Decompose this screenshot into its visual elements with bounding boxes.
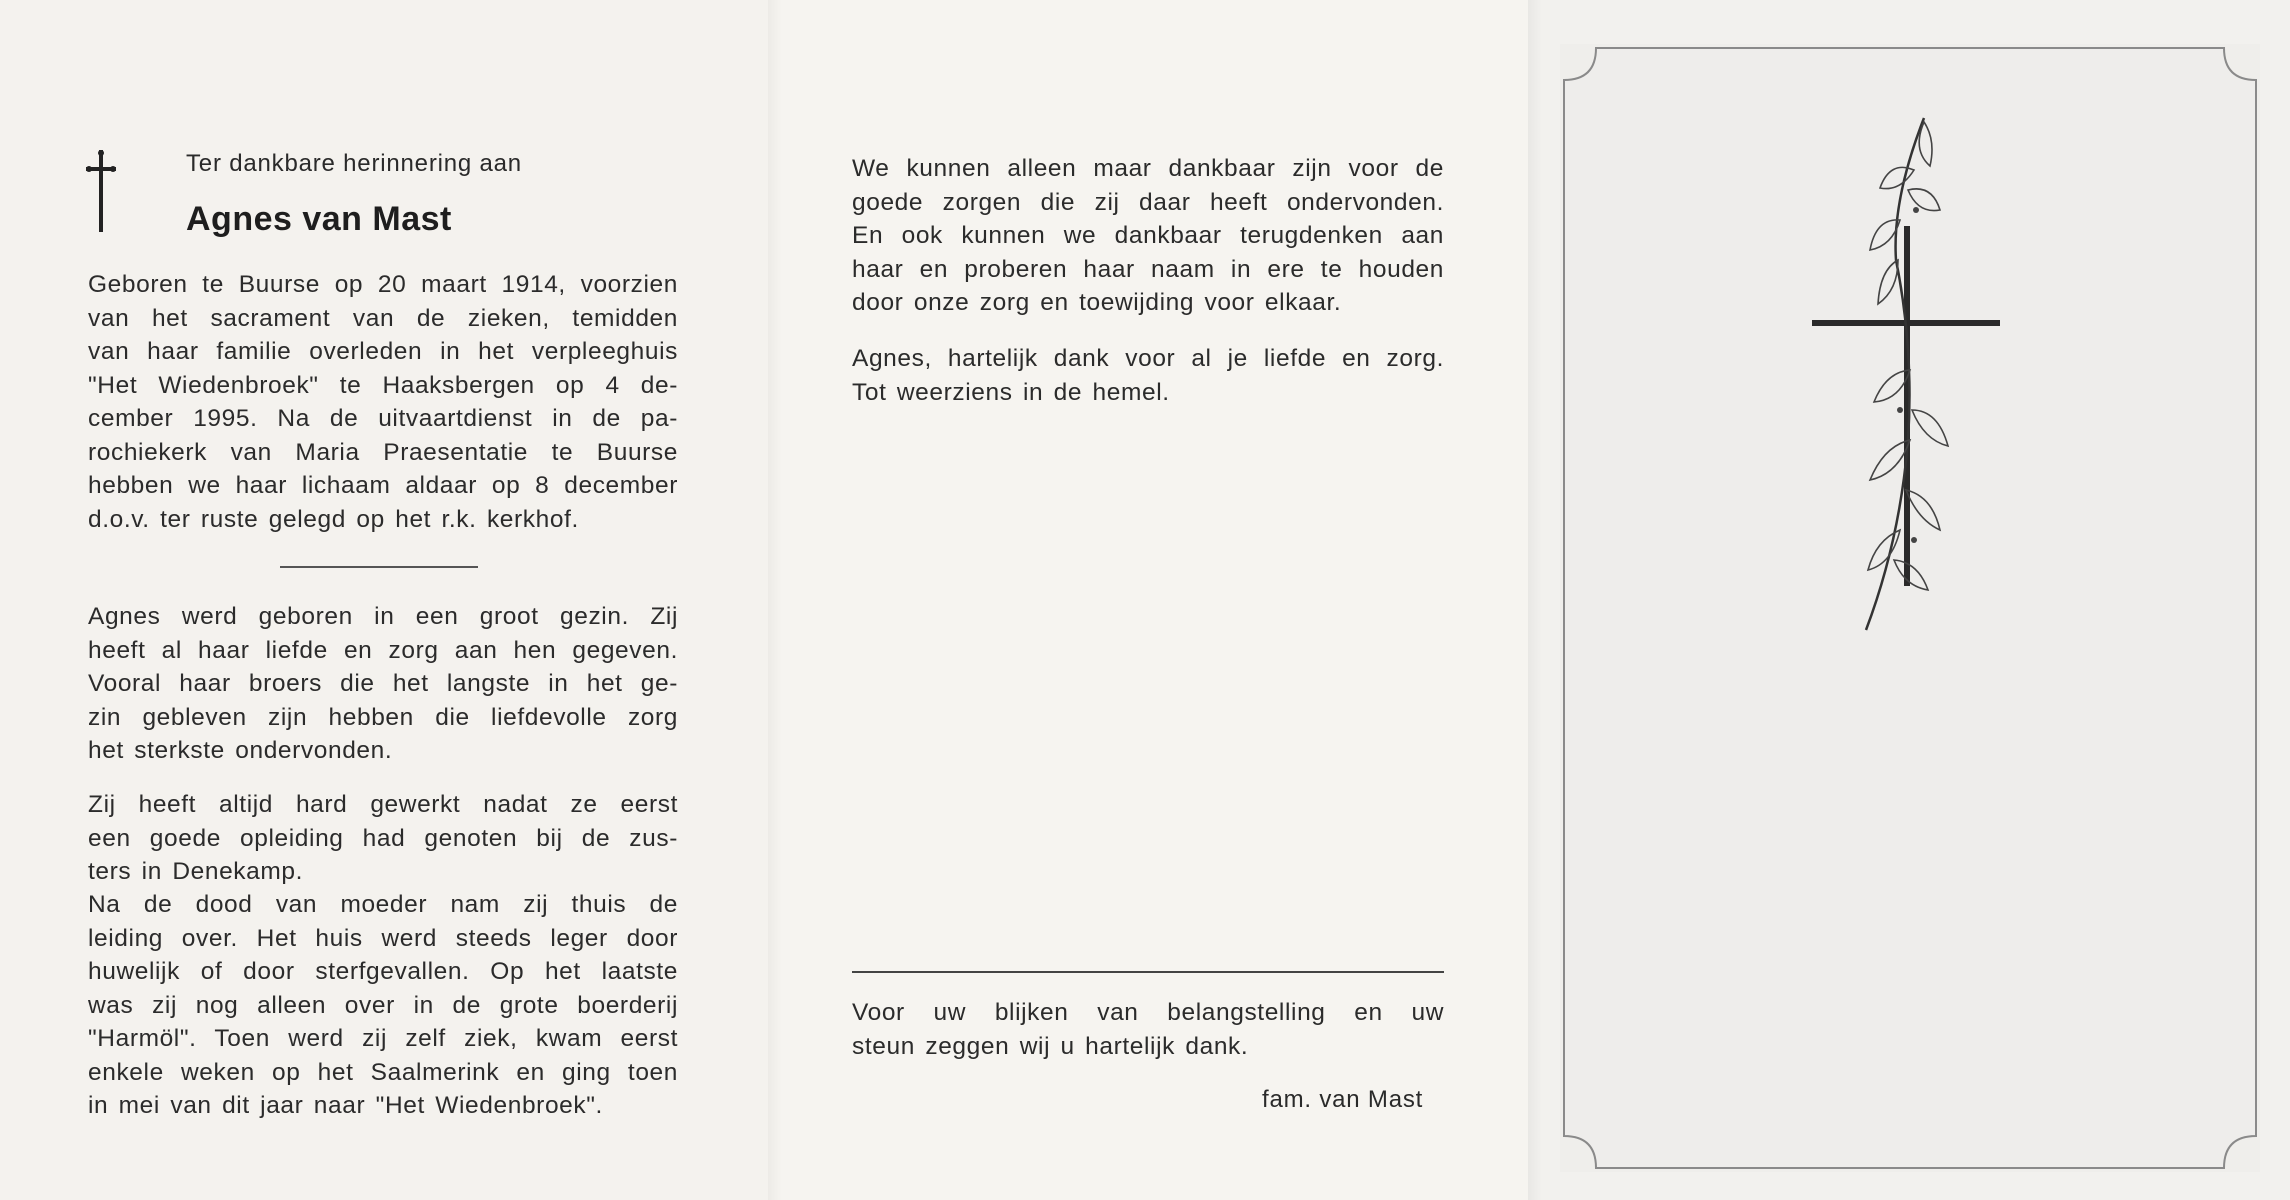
deceased-name: Agnes van Mast	[186, 200, 452, 238]
text-line: goede zorgen die zij daar heeft ondervonden.	[852, 188, 1444, 216]
text-line: Agnes, hartelijk dank voor al je liefde en zorg.	[852, 345, 1444, 372]
text-line: van haar familie overleden in het verpleeghuis	[88, 338, 678, 365]
fold-shadow	[1528, 0, 1542, 1200]
text-line: En ook kunnen we dankbaar terugdenken aan	[852, 222, 1444, 249]
text-line: Na de dood van moeder nam zij thuis de	[88, 891, 678, 918]
text-line: Agnes werd geboren in een groot gezin. Zij	[88, 603, 678, 630]
text-line: d.o.v. ter ruste gelegd op het r.k. kerkhof.	[88, 505, 579, 533]
born-paragraph	[88, 268, 678, 536]
text-line: zin gebleven zijn hebben die liefdevolle zorg	[88, 703, 678, 731]
text-line: van het sacrament van de zieken, temidden	[88, 304, 678, 332]
text-line: Geboren te Buurse op 20 maart 1914, voorzien	[88, 271, 678, 298]
left-panel	[0, 0, 768, 1200]
work-paragraph	[88, 788, 678, 889]
text-line: rochiekerk van Maria Praesentatie te Buurse	[88, 438, 678, 466]
thanks-paragraph	[852, 152, 1444, 320]
text-line: Tot weerziens in de hemel.	[852, 378, 1170, 406]
text-line: was zij nog alleen over in de grote boerderij	[88, 991, 678, 1019]
text-line: leiding over. Het huis werd steeds leger door	[88, 924, 678, 952]
text-line: huwelijk of door sterfgevallen. Op het laatste	[88, 958, 678, 985]
text-line: cember 1995. Na de uitvaartdienst in de pa-	[88, 405, 678, 432]
text-line: in mei van dit jaar naar "Het Wiedenbroek".	[88, 1092, 603, 1119]
text-line: Vooral haar broers die het langste in het ge-	[88, 670, 678, 697]
cross-with-olive-branch-icon	[1800, 110, 2010, 640]
text-line: heeft al haar liefde en zorg aan hen gegeven.	[88, 636, 678, 664]
text-line: een goede opleiding had genoten bij de zus-	[88, 824, 678, 852]
mother-paragraph	[88, 888, 678, 1123]
text-line: Voor uw blijken van belangstelling en uw	[852, 999, 1444, 1026]
text-line: haar en proberen haar naam in ere te houden	[852, 255, 1444, 283]
text-line: steun zeggen wij u hartelijk dank.	[852, 1032, 1249, 1060]
signature: fam. van Mast	[1262, 1086, 1424, 1113]
sympathy-paragraph	[852, 996, 1444, 1063]
fold-shadow	[768, 0, 782, 1200]
farewell-paragraph	[852, 342, 1444, 409]
family-paragraph	[88, 600, 678, 768]
text-line: hebben we haar lichaam aldaar op 8 december	[88, 472, 678, 499]
text-line: door onze zorg en toewijding voor elkaar.	[852, 289, 1342, 316]
text-line: Zij heeft altijd hard gewerkt nadat ze eerst	[88, 791, 678, 818]
text-line: "Harmöl". Toen werd zij zelf ziek, kwam eerst	[88, 1025, 678, 1052]
divider	[280, 566, 478, 568]
divider	[852, 971, 1444, 973]
text-line: het sterkste ondervonden.	[88, 737, 393, 764]
text-line: We kunnen alleen maar dankbaar zijn voor de	[852, 155, 1444, 182]
dagger-cross-icon	[86, 150, 116, 232]
text-line: "Het Wiedenbroek" te Haaksbergen op 4 de-	[88, 371, 678, 399]
text-line: ters in Denekamp.	[88, 858, 304, 885]
intro-line: Ter dankbare herinnering aan	[186, 150, 522, 177]
text-line: enkele weken op het Saalmerink en ging toen	[88, 1058, 678, 1086]
